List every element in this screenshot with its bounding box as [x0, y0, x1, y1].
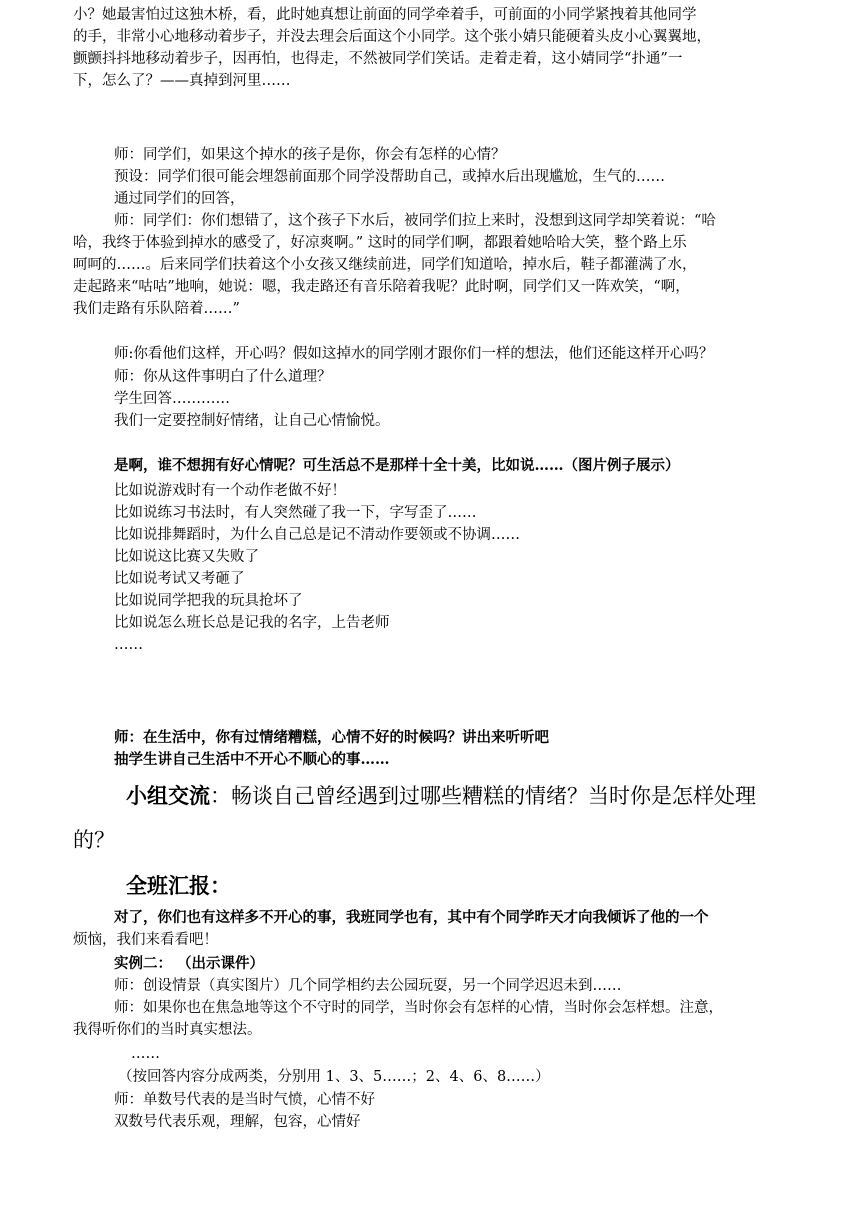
example-item: …… — [114, 637, 143, 653]
question-line: 我得听你们的当时真实想法。 — [73, 1022, 262, 1038]
bold-intro-line: 对了，你们也有这样多不开心的事，我班同学也有，其中有个同学昨天才向我倾诉了他的一个 — [114, 909, 709, 926]
even-numbers: 双数号代表乐观，理解，包容，心情好 — [114, 1114, 361, 1130]
intro-line: 小？她最害怕过这独木桥，看，此时她真想让前面的同学牵着手，可前面的小同学紧拽着其他同学 — [73, 7, 697, 23]
group-discussion-text: ：畅谈自己曾经遇到过哪些糟糕的情绪？当时你是怎样处理 — [210, 784, 756, 808]
ellipsis: …… — [131, 1046, 160, 1062]
group-discussion-line1 — [126, 781, 756, 811]
student-answer: 学生回答………… — [114, 391, 230, 407]
group-discussion-label: 小组交流 — [126, 784, 210, 808]
teacher-question-3: 师：你从这件事明白了什么道理？ — [114, 369, 332, 385]
scenario: 师：创设情景（真实图片）几个同学相约去公园玩耍，另一个同学迟迟未到…… — [114, 978, 622, 994]
intro-line: 的手，非常小心地移动着步子，并没去理会后面这个小同学。这个张小婧只能硬着头皮小心翼翼地， — [73, 29, 711, 45]
teacher-question-1: 师：同学们，如果这个掉水的孩子是你，你会有怎样的心情？ — [114, 147, 506, 163]
question-line: 师：如果你也在焦急地等这个不守时的同学，当时你会有怎样的心情，当时你会怎样想。注意， — [114, 1000, 723, 1016]
class-report-heading — [126, 871, 231, 901]
intro-line: 下，怎么了？——真掉到河里…… — [73, 73, 291, 89]
story-line: 哈，我终于体验到掉水的感受了，好凉爽啊。” 这时的同学们啊，都跟着她哈哈大笑，整个路上乐 — [73, 235, 687, 251]
story-line: 走起路来“咕咕”地响，她说：嗯，我走路还有音乐陪着我呢？此时啊，同学们又一阵欢笑，“啊， — [73, 279, 690, 295]
story-line: 我们走路有乐队陪着……” — [73, 301, 240, 317]
example-item: 比如说这比赛又失败了 — [114, 549, 259, 565]
odd-numbers: 师：单数号代表的是当时气愤，心情不好 — [114, 1092, 375, 1108]
example-item: 比如说练习书法时，有人突然碰了我一下，字写歪了…… — [114, 505, 477, 521]
story-line: 师：同学们：你们想错了，这个孩子下水后，被同学们拉上来时，没想到这同学却笑着说：“哈 — [114, 213, 716, 229]
example-item: 比如说同学把我的玩具抢坏了 — [114, 593, 303, 609]
bold-transition: 是啊，谁不想拥有好心情呢？可生活总不是那样十全十美，比如说……（图片例子展示） — [114, 457, 680, 474]
student-share: 抽学生讲自己生活中不开心不顺心的事…… — [114, 751, 390, 768]
bold-intro — [73, 907, 819, 951]
teacher-question-5 — [73, 997, 819, 1041]
intro-paragraph — [73, 4, 819, 92]
teacher-question-2: 师:你看他们这样，开心吗？假如这掉水的同学刚才跟你们一样的想法，他们还能这样开心吗？ — [114, 346, 714, 362]
example-item: 比如说游戏时有一个动作老做不好！ — [114, 483, 346, 499]
teacher-question-4: 师：在生活中，你有过情绪糟糕，心情不好的时候吗？讲出来听听吧 — [114, 729, 549, 746]
example-item: 比如说排舞蹈时，为什么自己总是记不清动作要领或不协调…… — [114, 527, 520, 543]
example-item: 比如说考试又考砸了 — [114, 571, 245, 587]
example-item: 比如说怎么班长总是记我的名字，上告老师 — [114, 615, 390, 631]
class-report-colon: ： — [210, 874, 231, 898]
group-discussion-line2: 的？ — [73, 828, 115, 852]
bold-intro-line: 烦恼，我们来看看吧！ — [73, 932, 218, 948]
teacher-story — [73, 210, 819, 320]
example-list — [114, 480, 520, 656]
through-answers: 通过同学们的回答， — [114, 191, 245, 207]
preset-answer: 预设：同学们很可能会埋怨前面那个同学没帮助自己，或掉水后出现尴尬，生气的…… — [114, 169, 665, 185]
classification: （按回答内容分成两类，分别用 1、3、5……；2、4、6、8……） — [118, 1069, 550, 1085]
example-two: 实例二： （出示课件） — [114, 955, 265, 972]
class-report-label: 全班汇报 — [126, 874, 210, 898]
story-line: 呵呵的……。后来同学们扶着这个小女孩又继续前进，同学们知道哈，掉水后，鞋子都灌满了水， — [73, 257, 697, 273]
intro-line: 颤颤抖抖地移动着步子，因再怕，也得走，不然被同学们笑话。走着走着，这小婧同学“扑通”一 — [73, 51, 683, 67]
conclusion: 我们一定要控制好情绪，让自己心情愉悦。 — [114, 413, 390, 429]
